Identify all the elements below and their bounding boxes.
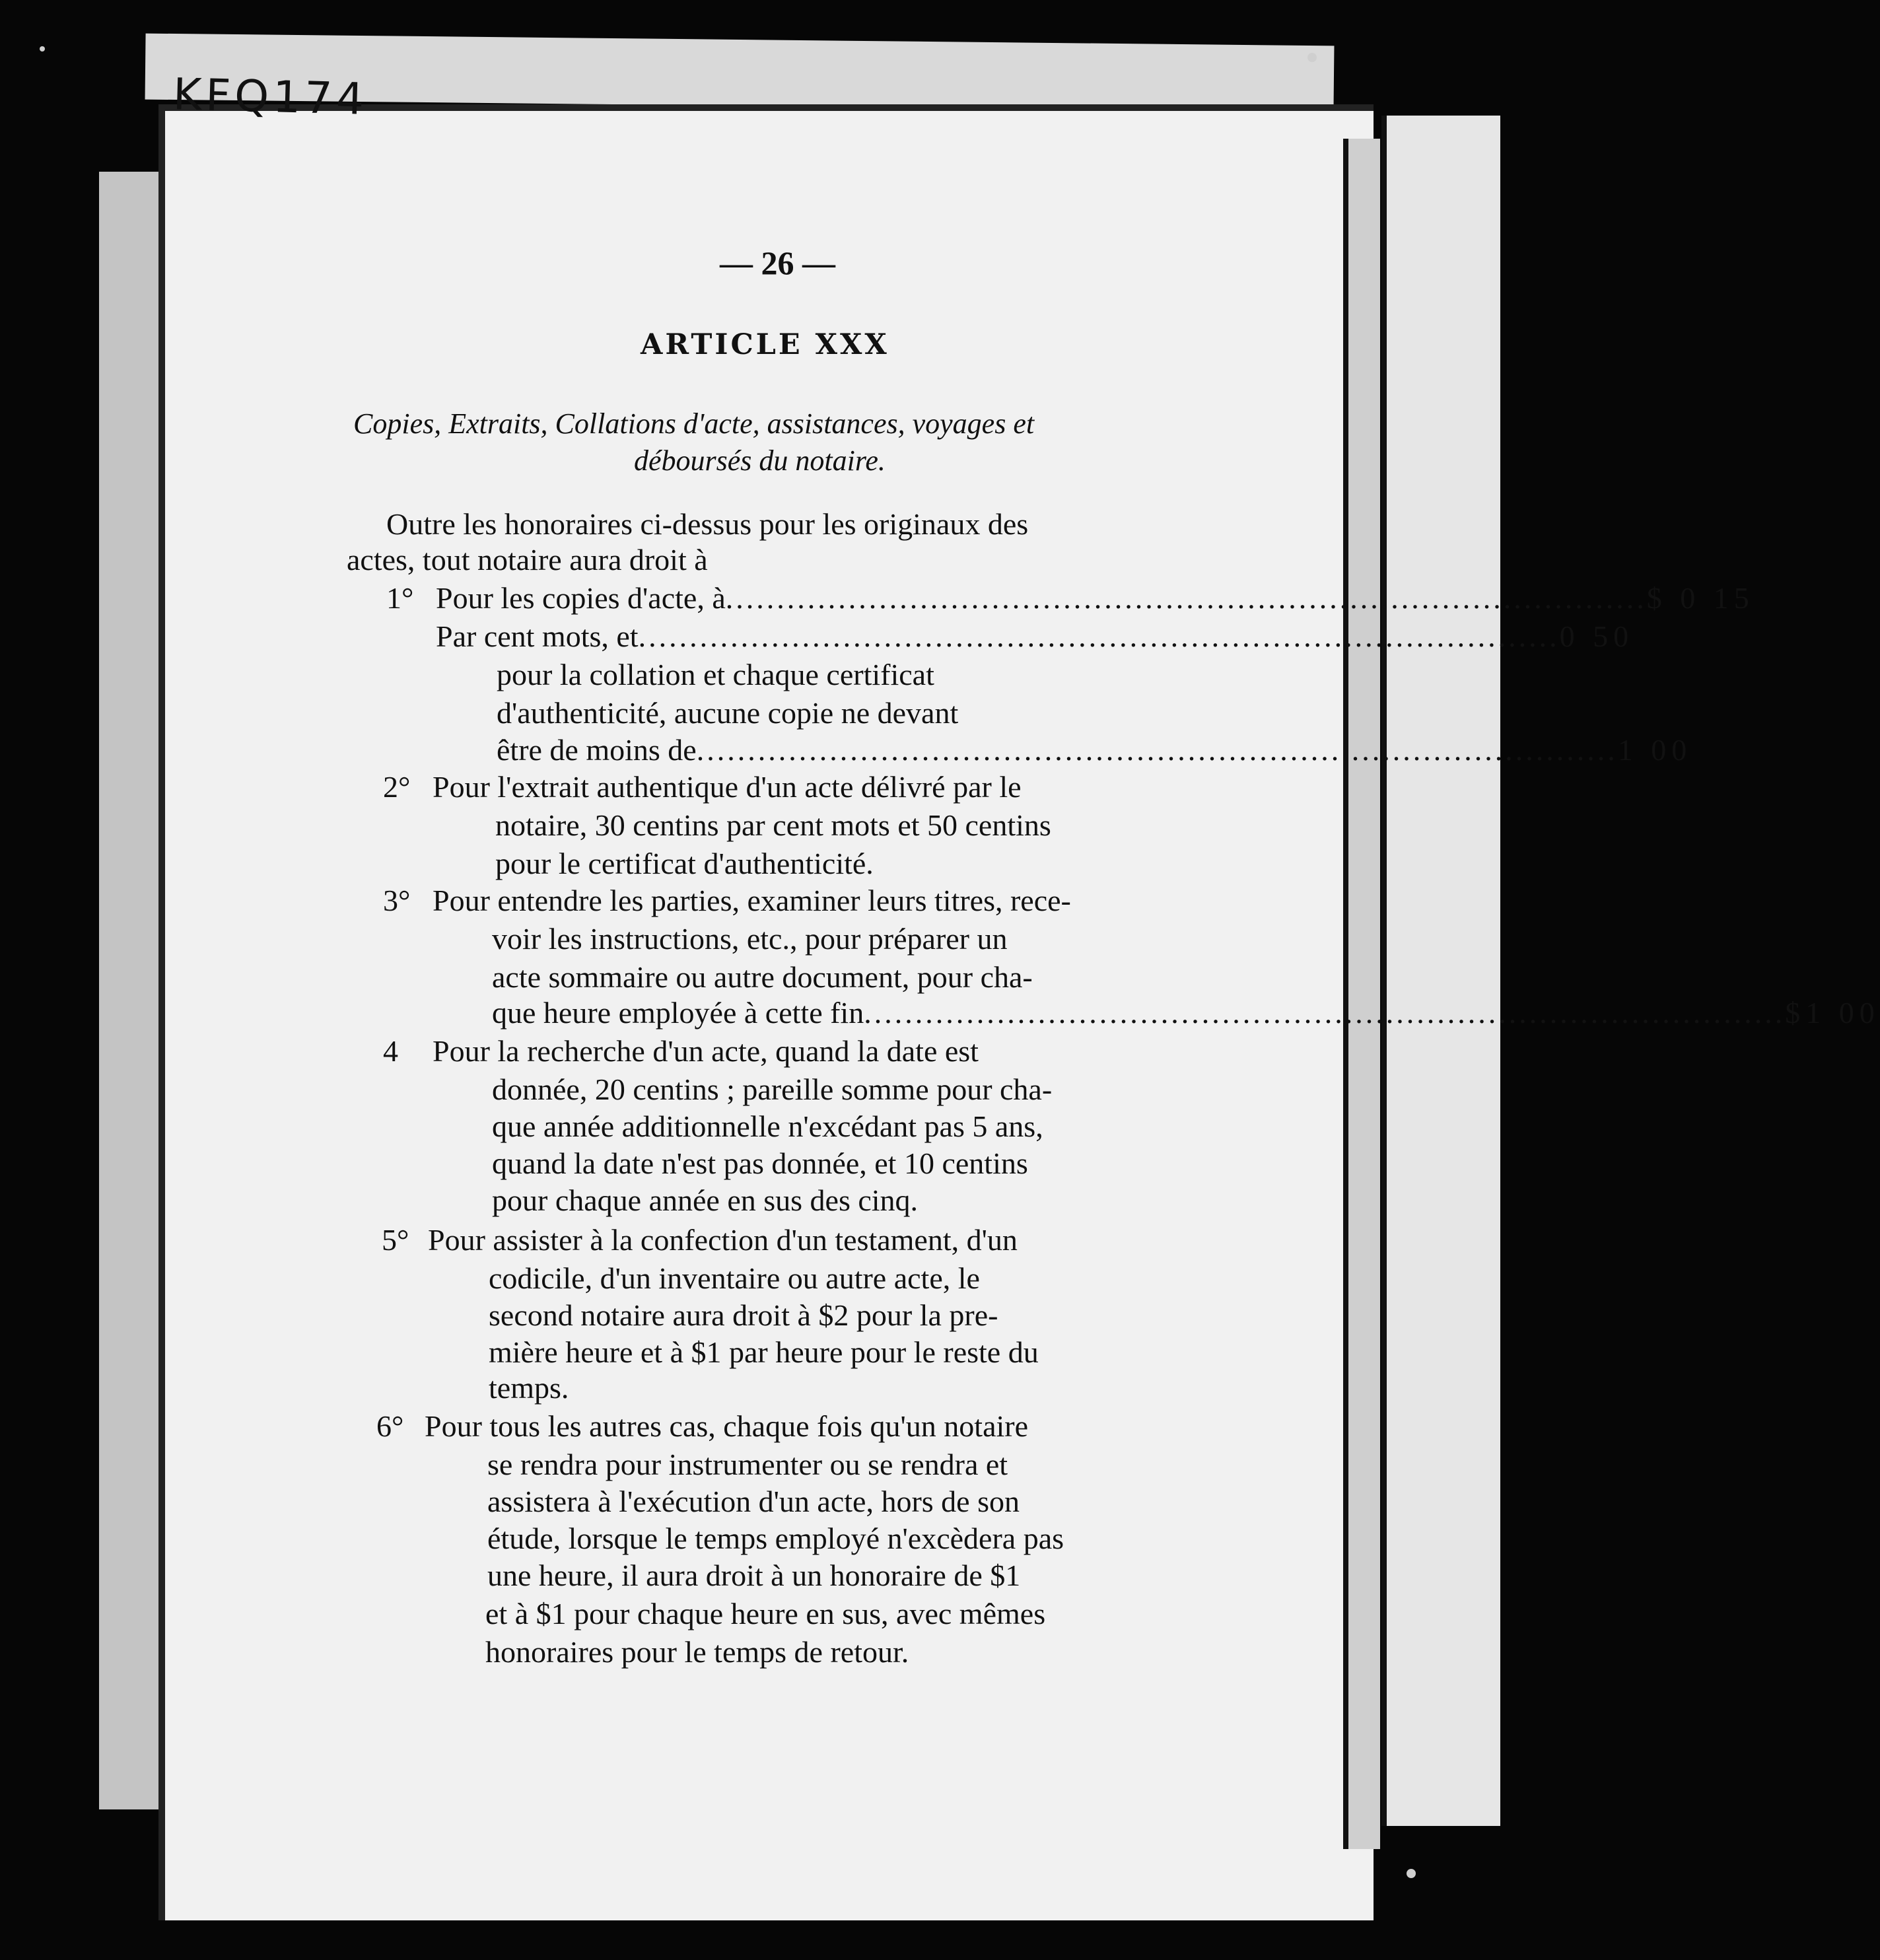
item-1-line-5 bbox=[497, 733, 1692, 767]
item-5-line-5: temps. bbox=[489, 1371, 569, 1405]
item-3-number: 3° bbox=[383, 884, 411, 917]
fee-label: être de moins de bbox=[497, 733, 697, 767]
fee-value: $1 00 bbox=[1785, 996, 1880, 1030]
item-3-line-2: voir les instructions, etc., pour préparer un bbox=[492, 922, 1008, 956]
item-2-line-3: pour le certificat d'authenticité. bbox=[495, 847, 874, 880]
item-5-line-3: second notaire aura droit à $2 pour la pre- bbox=[489, 1298, 998, 1332]
item-6-number: 6° bbox=[376, 1409, 404, 1443]
item-3-line-1: Pour entendre les parties, examiner leurs titres, rece- bbox=[433, 884, 1071, 917]
item-6-line-4: étude, lorsque le temps employé n'excèdera pas bbox=[487, 1522, 1064, 1555]
page-number: — 26 — bbox=[720, 244, 835, 281]
item-2-number: 2° bbox=[383, 770, 411, 804]
handwritten-shelf-mark: KFQ174 bbox=[172, 69, 369, 125]
fee-label: Pour les copies d'acte, à bbox=[436, 581, 726, 615]
item-5-line-4: mière heure et à $1 par heure pour le reste du bbox=[489, 1335, 1039, 1369]
item-3-line-4 bbox=[492, 996, 1880, 1030]
item-6-line-3: assistera à l'exécution d'un acte, hors de son bbox=[487, 1485, 1020, 1518]
item-2-line-2: notaire, 30 centins par cent mots et 50 centins bbox=[495, 808, 1051, 842]
item-4-line-5: pour chaque année en sus des cinq. bbox=[492, 1183, 919, 1217]
item-4-line-3: que année additionnelle n'excédant pas 5 ans, bbox=[492, 1109, 1043, 1143]
dot-leader: .......................................................................................... bbox=[696, 733, 1618, 767]
item-6-line-1: Pour tous les autres cas, chaque fois qu'un notaire bbox=[425, 1409, 1029, 1443]
intro-line-2: actes, tout notaire aura droit à bbox=[347, 543, 708, 577]
item-4-line-4: quand la date n'est pas donnée, et 10 centins bbox=[492, 1146, 1028, 1180]
dot-leader: .......................................................................................... bbox=[725, 581, 1647, 615]
fee-value: 1 00 bbox=[1617, 733, 1692, 767]
item-2-line-1: Pour l'extrait authentique d'un acte délivré par le bbox=[433, 770, 1022, 804]
item-1-line-4: d'authenticité, aucune copie ne devant bbox=[497, 696, 959, 730]
item-1-line-2 bbox=[436, 619, 1634, 654]
fee-label: Par cent mots, et bbox=[436, 619, 639, 653]
item-1-number: 1° bbox=[386, 581, 414, 615]
article-subtitle-line-1: Copies, Extraits, Collations d'acte, assistances, voyages et bbox=[353, 407, 1035, 440]
article-subtitle-line-2: déboursés du notaire. bbox=[634, 444, 886, 477]
item-6-line-5: une heure, il aura droit à un honoraire de $1 bbox=[487, 1558, 1021, 1592]
item-6-line-2: se rendra pour instrumenter ou se rendra et bbox=[487, 1448, 1008, 1481]
item-3-line-3: acte sommaire ou autre document, pour cha- bbox=[492, 960, 1033, 994]
fee-value: $ 0 15 bbox=[1646, 581, 1755, 615]
item-6-line-7: honoraires pour le temps de retour. bbox=[485, 1635, 909, 1669]
item-4-line-2: donnée, 20 centins ; pareille somme pour cha- bbox=[492, 1072, 1053, 1106]
item-5-line-2: codicile, d'un inventaire ou autre acte, le bbox=[489, 1261, 980, 1295]
item-6-line-6: et à $1 pour chaque heure en sus, avec mêmes bbox=[485, 1597, 1046, 1630]
dot-leader: .......................................................................................... bbox=[864, 996, 1786, 1030]
fee-value: 0 50 bbox=[1559, 619, 1634, 653]
fee-label: que heure employée à cette fin bbox=[492, 996, 864, 1030]
item-5-number: 5° bbox=[382, 1223, 409, 1257]
item-5-line-1: Pour assister à la confection d'un testament, d'un bbox=[428, 1223, 1018, 1257]
article-heading: ARTICLE XXX bbox=[641, 328, 889, 361]
item-4-number: 4 bbox=[383, 1034, 398, 1068]
dot-leader: .......................................................................................... bbox=[638, 619, 1560, 653]
item-4-line-1: Pour la recherche d'un acte, quand la date est bbox=[433, 1034, 979, 1068]
intro-line-1: Outre les honoraires ci-dessus pour les originaux des bbox=[386, 507, 1029, 541]
item-1-line-1 bbox=[436, 581, 1755, 615]
item-1-line-3: pour la collation et chaque certificat bbox=[497, 658, 934, 691]
